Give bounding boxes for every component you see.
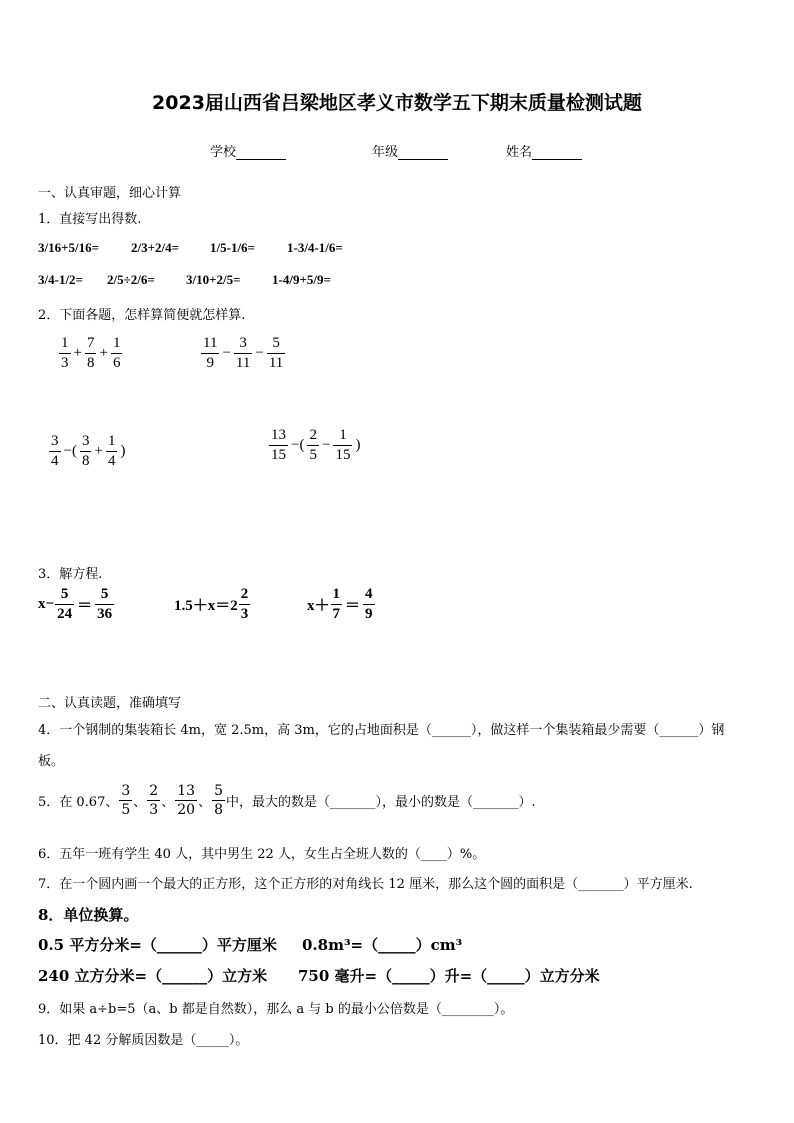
- school-blank[interactable]: [236, 146, 286, 160]
- q2-expression-3: $\frac{3}{4}$ −( $\frac{3}{8}$ + $\frac{1}{4}$ ): [51, 433, 126, 469]
- q1-r2-4: 1-4/9+5/9=: [272, 272, 331, 287]
- q2-expression-4: $\frac{13}{15}$ −( $\frac{2}{5}$ − $\frac{1}{15}$ ): [271, 427, 361, 463]
- q3-equation-1: x− $\frac{5}{24}$ ＝ $\frac{5}{36}$: [38, 586, 113, 622]
- q3-label: 3．解方程.: [38, 567, 103, 582]
- q7: 7．在一个圆内画一个最大的正方形，这个正方形的对角线长 12 厘米，那么这个圆的面积是（_______）平方厘米.: [38, 877, 693, 892]
- q8-item-1: 0.5 平方分米=（______）平方厘米: [38, 936, 277, 954]
- school-label: 学校: [210, 145, 237, 160]
- q5: 5．在 0.67、 $\frac{3}{5}$ 、 $\frac{2}{3}$ 、 $\frac{13}{20}$ 、 $\frac{5}{8}$ 中，最大的数是（_______），最小的数是（_______）.: [38, 783, 536, 818]
- q1-r1-2: 2/3+2/4=: [131, 240, 180, 255]
- grade-field: [372, 141, 448, 160]
- q3-equation-2: 1.5＋x＝2 $\frac{2}{3}$: [174, 586, 249, 622]
- q9: 9．如果 a÷b=5（a、b 都是自然数），那么 a 与 b 的最小公倍数是（________）。: [38, 1002, 514, 1017]
- q10: 10．把 42 分解质因数是（_____）。: [38, 1033, 249, 1048]
- q8-item-4: 750 毫升=（_____）升=（_____）立方分米: [298, 967, 600, 985]
- q8-item-2: 0.8m³=（_____）cm³: [302, 936, 463, 954]
- grade-blank[interactable]: [398, 146, 448, 160]
- q1-r2-2: 2/5÷2/6=: [107, 272, 155, 287]
- q4-line-1: 4．一个钢制的集装箱长 4m，宽 2.5m，高 3m，它的占地面积是（______），做这样一个集装箱最少需要（______）钢: [38, 723, 725, 738]
- q6: 6．五年一班有学生 40 人，其中男生 22 人，女生占全班人数的（____）%。: [38, 847, 486, 862]
- q4-line-2: 板。: [38, 754, 65, 769]
- name-blank[interactable]: [532, 146, 582, 160]
- section-1-heading: 一、认真审题，细心计算: [38, 186, 182, 201]
- q2-label: 2．下面各题，怎样算简便就怎样算.: [38, 308, 246, 323]
- q1-r1-1: 3/16+5/16=: [38, 240, 100, 255]
- q1-r2-1: 3/4-1/2=: [38, 272, 83, 287]
- name-label: 姓名: [506, 145, 533, 160]
- q1-r1-3: 1/5-1/6=: [210, 240, 255, 255]
- name-field: [506, 141, 582, 160]
- grade-label: 年级: [372, 145, 399, 160]
- q1-r2-3: 3/10+2/5=: [186, 272, 241, 287]
- q2-expression-1: $\frac{1}{3}$ + $\frac{7}{8}$ + $\frac{1}{6}$: [61, 335, 121, 371]
- q3-equation-3: x＋ $\frac{1}{7}$ ＝ $\frac{4}{9}$: [307, 586, 373, 622]
- q1-label: 1．直接写出得数.: [38, 212, 142, 227]
- q8-label: 8．单位换算。: [38, 906, 139, 924]
- page-title: 2023届山西省吕梁地区孝义市数学五下期末质量检测试题: [152, 92, 642, 114]
- q1-r1-4: 1-3/4-1/6=: [287, 240, 343, 255]
- q8-item-3: 240 立方分米=（______）立方米: [38, 967, 268, 985]
- section-2-heading: 二、认真读题，准确填写: [38, 696, 182, 711]
- q2-expression-2: $\frac{11}{9}$ − $\frac{3}{11}$ − $\frac{5}{11}$: [203, 335, 284, 371]
- school-field: [210, 141, 286, 160]
